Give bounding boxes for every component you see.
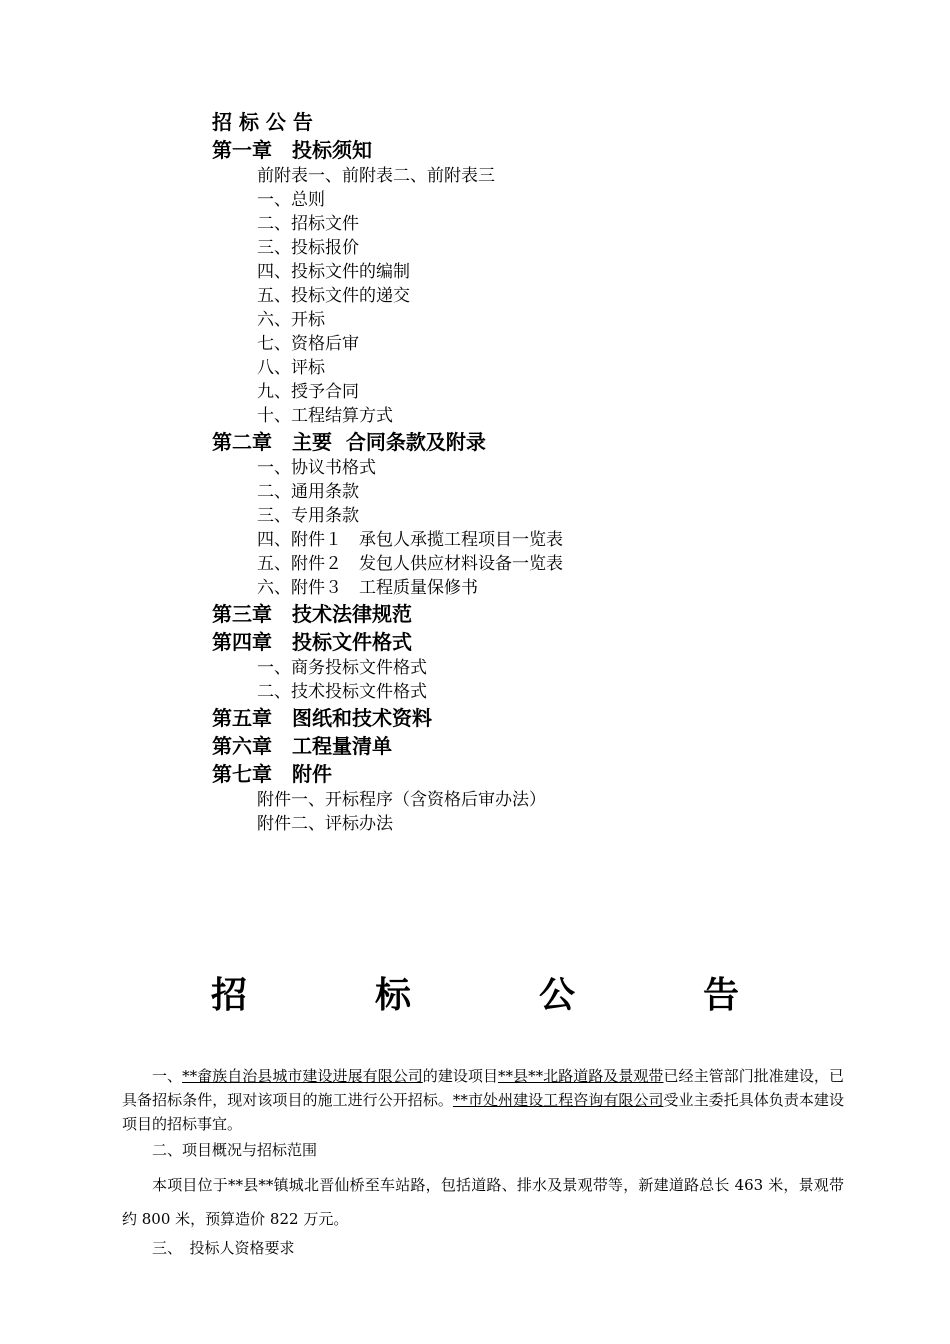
toc-item: 二、招标文件 (257, 214, 359, 234)
agent-name: **市处州建设工程咨询有限公司 (452, 1091, 664, 1109)
project-name: **县**北路道路及景观带 (498, 1067, 664, 1085)
toc-header: 招 标 公 告 (212, 110, 313, 134)
toc-chapter-7: 第七章 附件 (212, 762, 332, 786)
toc-item: 前附表一、前附表二、前附表三 (257, 166, 495, 186)
toc-item: 九、授予合同 (257, 382, 359, 402)
toc-chapter-6: 第六章 工程量清单 (212, 734, 392, 758)
toc-chapter-3: 第三章 技术法律规范 (212, 602, 412, 626)
toc-item: 四、附件１ 承包人承揽工程项目一览表 (257, 530, 563, 550)
toc-chapter-5: 第五章 图纸和技术资料 (212, 706, 432, 730)
section-heading-2: 二、项目概况与招标范围 (152, 1141, 318, 1159)
notice-body (122, 1064, 844, 1260)
toc-item: 十、工程结算方式 (257, 406, 393, 426)
tenderer-name: **畲族自治县城市建设进展有限公司 (182, 1067, 423, 1085)
toc-item: 一、总则 (257, 190, 325, 210)
toc-item: 六、附件３ 工程质量保修书 (257, 578, 478, 598)
toc-item: 八、评标 (257, 358, 325, 378)
text: 的建设项目 (422, 1067, 498, 1085)
text: 一、 (152, 1067, 183, 1085)
toc-item: 二、通用条款 (257, 482, 359, 502)
text: 受业主委托具体负责本建设项目的招标事宜。 (122, 1091, 844, 1133)
toc-chapter-4: 第四章 投标文件格式 (212, 630, 412, 654)
paragraph-project-overview: 本项目位于**县**镇城北晋仙桥至车站路，包括道路、排水及景观带等，新建道路总长 463 米，景观带约 800 米，预算造价 822 万元。 (122, 1176, 844, 1228)
toc-chapter-2: 第二章 主要 合同条款及附录 (212, 430, 486, 454)
toc-item: 二、技术投标文件格式 (257, 682, 427, 702)
notice-title: 招 标 公 告 (210, 974, 785, 1016)
toc-item: 五、附件２ 发包人供应材料设备一览表 (257, 554, 563, 574)
toc-item: 五、投标文件的递交 (257, 286, 410, 306)
text: 已经主管部门批准建设，已具备招标条件，现对该项目的施工进行公开招标。 (122, 1067, 844, 1109)
paragraph-1 (122, 1064, 844, 1136)
toc-item: 三、投标报价 (257, 238, 359, 258)
toc-item: 附件一、开标程序（含资格后审办法） (257, 790, 546, 810)
toc-item: 四、投标文件的编制 (257, 262, 410, 282)
toc-item: 三、专用条款 (257, 506, 359, 526)
table-of-contents (212, 108, 912, 836)
toc-item: 一、协议书格式 (257, 458, 376, 478)
toc-item: 六、开标 (257, 310, 325, 330)
toc-chapter-1: 第一章 投标须知 (212, 138, 372, 162)
toc-item: 七、资格后审 (257, 334, 359, 354)
section-heading-3: 三、 投标人资格要求 (152, 1239, 295, 1257)
toc-item: 一、商务投标文件格式 (257, 658, 427, 678)
toc-item: 附件二、评标办法 (257, 814, 393, 834)
